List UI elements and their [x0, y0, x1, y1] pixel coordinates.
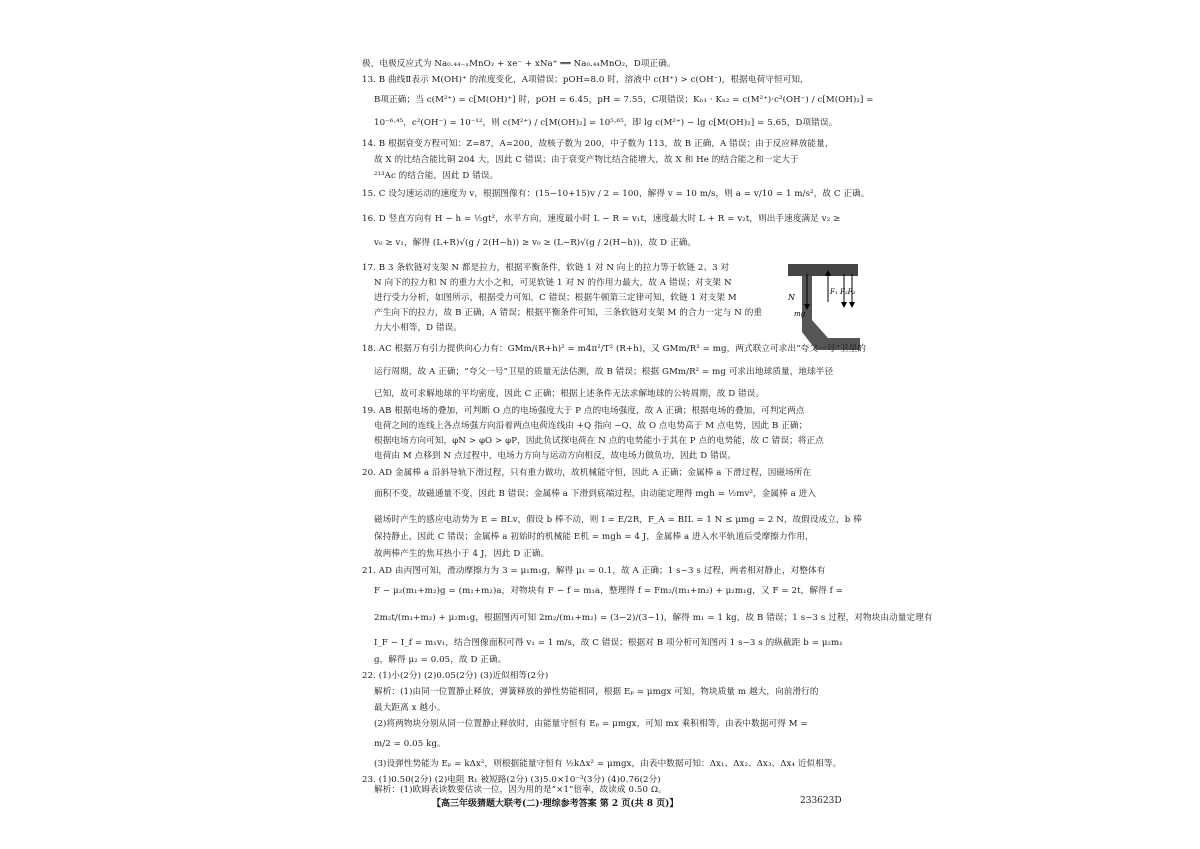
text-line: B项正确；当 c(M²⁺) = c[M(OH)⁺] 时，pOH = 6.45，pH = 7.55，C项错误；Kₕ₁ · Kₕ₂ = c(M²⁺)·c²(OH⁻) / c[M(OH)₂] = — [374, 95, 874, 105]
label-n: N — [788, 293, 795, 302]
text-line: 13. B 曲线Ⅱ表示 M(OH)⁺ 的浓度变化，A项错误；pOH=8.0 时，溶液中 c(H⁺) > c(OH⁻)，根据电荷守恒可知， — [362, 75, 809, 85]
text-line: 10⁻⁶·⁴⁵，c²(OH⁻) = 10⁻¹²，则 c(M²⁺) / c[M(OH)₂] = 10⁵·⁶⁵，即 lg c(M²⁺) − lg c[M(OH)₂] = 5.65，D项错误。 — [374, 118, 838, 128]
text-line: ²¹³Ac 的结合能，因此 D 错误。 — [374, 171, 499, 181]
text-line: 14. B 根据衰变方程可知：Z=87，A=200，故核子数为 200，中子数为 113，故 B 正确，A 错误；由于反应释放能量， — [362, 139, 834, 149]
text-line: v₀ ≥ v₁，解得 (L+R)√(g / 2(H−h)) ≥ v₀ ≥ (L−R)√(g / 2(H−h))，故 D 正确。 — [374, 238, 697, 248]
text-line: 磁场时产生的感应电动势为 E = BLv，假设 b 棒不动，则 I = E/2R，F_A = BIL = 1 N ≤ μmg = 2 N，故假设成立，b 棒 — [374, 515, 862, 525]
text-line: (3)设弹性势能为 Eₚ = kΔx²，则根据能量守恒有 ½kΔx² = μmgx，由表中数据可知：Δx₁、Δx₂、Δx₃、Δx₄ 近似相等。 — [374, 759, 842, 769]
text-line: 解析：(1)由同一位置静止释放，弹簧释放的弹性势能相同，根据 Eₚ = μmgx 可知，物块质量 m 越大，向前滑行的 — [374, 687, 819, 697]
text-line: 故两棒产生的焦耳热小于 4 J，因此 D 正确。 — [374, 549, 550, 559]
label-mg: mg — [794, 310, 806, 318]
text-line: g，解得 μ₂ = 0.05，故 D 正确。 — [374, 655, 507, 665]
text-line: 产生向下的拉力，故 B 正确，A 错误；根据平衡条件可知，三条软链对支架 M 的合力一定与 N 的重 — [374, 308, 763, 318]
text-line: F − μ₂(m₁+m₂)g = (m₁+m₂)a，对物块有 F − f = m₁a，整理得 f = Fm₂/(m₁+m₂) + μ₂m₁g，又 F = 2t，解得 f = — [374, 586, 844, 596]
text-line: 17. B 3 条软链对支架 N 都是拉力，根据平衡条件，软链 1 对 N 向上的拉力等于软链 2、3 对 — [362, 263, 730, 273]
support-top-bar — [788, 264, 858, 276]
label-f1: F₁ — [830, 288, 838, 296]
text-line: 2m₂t/(m₁+m₂) + μ₂m₁g，根据图丙可知 2m₂/(m₁+m₂) = (3−2)/(3−1)，解得 m₁ = 1 kg，故 B 错误；1 s~3 s 过程，对物块由动量定理有 — [374, 613, 933, 623]
text-line: 故 X 的比结合能比铜 204 大，因此 C 错误；由于衰变产物比结合能增大，故 X 和 He 的结合能之和一定大于 — [374, 155, 799, 165]
text-line: (2)将两物块分别从同一位置静止释放时，由能量守恒有 Eₚ = μmgx，可知 mx 乘积相等，由表中数据可得 M = — [374, 719, 808, 729]
answer-page — [362, 56, 933, 836]
text-line: 20. AD 金属棒 a 沿斜导轨下滑过程，只有重力做功，故机械能守恒，因此 A 正确；金属棒 a 下滑过程，因磁场所在 — [362, 468, 812, 478]
text-line: 最大距离 x 越小。 — [374, 703, 446, 713]
document-code: 233623D — [800, 796, 842, 806]
text-line: 15. C 设匀速运动的速度为 v，根据图像有：(15−10+15)v / 2 = 100，解得 v = 10 m/s，则 a = v/10 = 1 m/s²，故 C 正确。 — [362, 189, 870, 199]
text-line: 23. (1)0.50(2分) (2)电阻 R₁ 被短路(2分) (3)5.0×10⁻³(3分) (4)0.76(2分) — [362, 775, 661, 785]
text-line: m/2 = 0.05 kg。 — [374, 739, 446, 749]
text-line: 19. AB 根据电场的叠加，可判断 O 点的电场强度大于 P 点的电场强度，故 A 正确；根据电场的叠加，可判定两点 — [362, 406, 805, 416]
force-diagram — [770, 260, 862, 354]
support-figure — [770, 260, 862, 354]
text-line: N 向下的拉力和 N 的重力大小之和，可见软链 1 对 N 的作用力最大，故 A 错误；对支架 N — [374, 278, 732, 288]
text-line: 面积不变，故磁通量不变，因此 B 错误；金属棒 a 下滑到底端过程，由动能定理得 mgh = ½mv²，金属棒 a 进入 — [374, 489, 817, 499]
text-line: 22. (1)小(2分) (2)0.05(2分) (3)近似相等(2分) — [362, 671, 549, 681]
text-line: 电荷由 M 点移到 N 点过程中，电场力方向与运动方向相反，故电场力做负功，因此 D 错误。 — [374, 451, 737, 461]
text-line: 保持静止，因此 C 错误；金属棒 a 初始时的机械能 E机 = mgh = 4 J，金属棒 a 进入水平轨道后受摩擦力作用， — [374, 532, 814, 542]
text-line: 解析：(1)欧姆表读数要估读一位，因为用的是“×1”倍率，故读成 0.50 Ω。 — [374, 785, 667, 795]
label-f2f3: F₂F₃ — [840, 288, 856, 296]
text-line: 18. AC 根据万有引力提供向心力有：GMm/(R+h)² = m4π²/T² (R+h)，又 GMm/R² = mg，两式联立可求出“夸父一号”卫星的 — [362, 344, 867, 354]
text-line: 16. D 竖直方向有 H − h = ½gt²，水平方向，速度最小时 L − R = v₁t，速度最大时 L + R = v₂t，则出手速度满足 v₂ ≥ — [362, 214, 841, 224]
text-line: 已知，故可求解地球的平均密度，因此 C 正确；根据上述条件无法求解地球的公转周期，故 D 错误。 — [374, 389, 765, 399]
text-line: 运行周期，故 A 正确；“夸父一号”卫星的质量无法估测，故 B 错误；根据 GMm/R² = mg 可求出地球质量，地球半径 — [374, 367, 834, 377]
text-line: I_F − I_f = m₁v₁，结合图像面积可得 v₁ = 1 m/s，故 C 错误；根据对 B 项分析可知图丙 1 s~3 s 的纵截距 b = μ₂m₁ — [374, 638, 843, 648]
page-footer: 【高三年级猜题大联考(二)·理综参考答案 第 2 页(共 8 页)】 — [432, 799, 679, 809]
text-line: 电荷之间的连线上各点场强方向沿着两点电荷连线由 +Q 指向 −Q，故 O 点电势高于 M 点电势，因此 B 正确； — [374, 421, 808, 431]
text-line: 进行受力分析，如图所示，根据受力可知，C 错误；根据牛顿第三定律可知，软链 1 对支架 M — [374, 293, 737, 303]
text-line: 力大小相等，D 错误。 — [374, 323, 463, 333]
f3-arrow-head — [849, 302, 855, 308]
f2-arrow-head — [841, 302, 847, 308]
text-line: 21. AD 由丙图可知，滑动摩擦力为 3 = μ₁m₁g，解得 μ₁ = 0.1，故 A 正确；1 s~3 s 过程，两者相对静止，对整体有 — [362, 566, 826, 576]
text-line: 根据电场方向可知，φN > φO > φP，因此负试探电荷在 N 点的电势能小于其在 P 点的电势能，故 C 错误；将正点 — [374, 436, 824, 446]
text-line: 极，电极反应式为 Na₀.₄₄₋ₓMnO₂ + xe⁻ + xNa⁺ ══ Na₀.₄₄MnO₂，D项正确。 — [362, 59, 676, 69]
